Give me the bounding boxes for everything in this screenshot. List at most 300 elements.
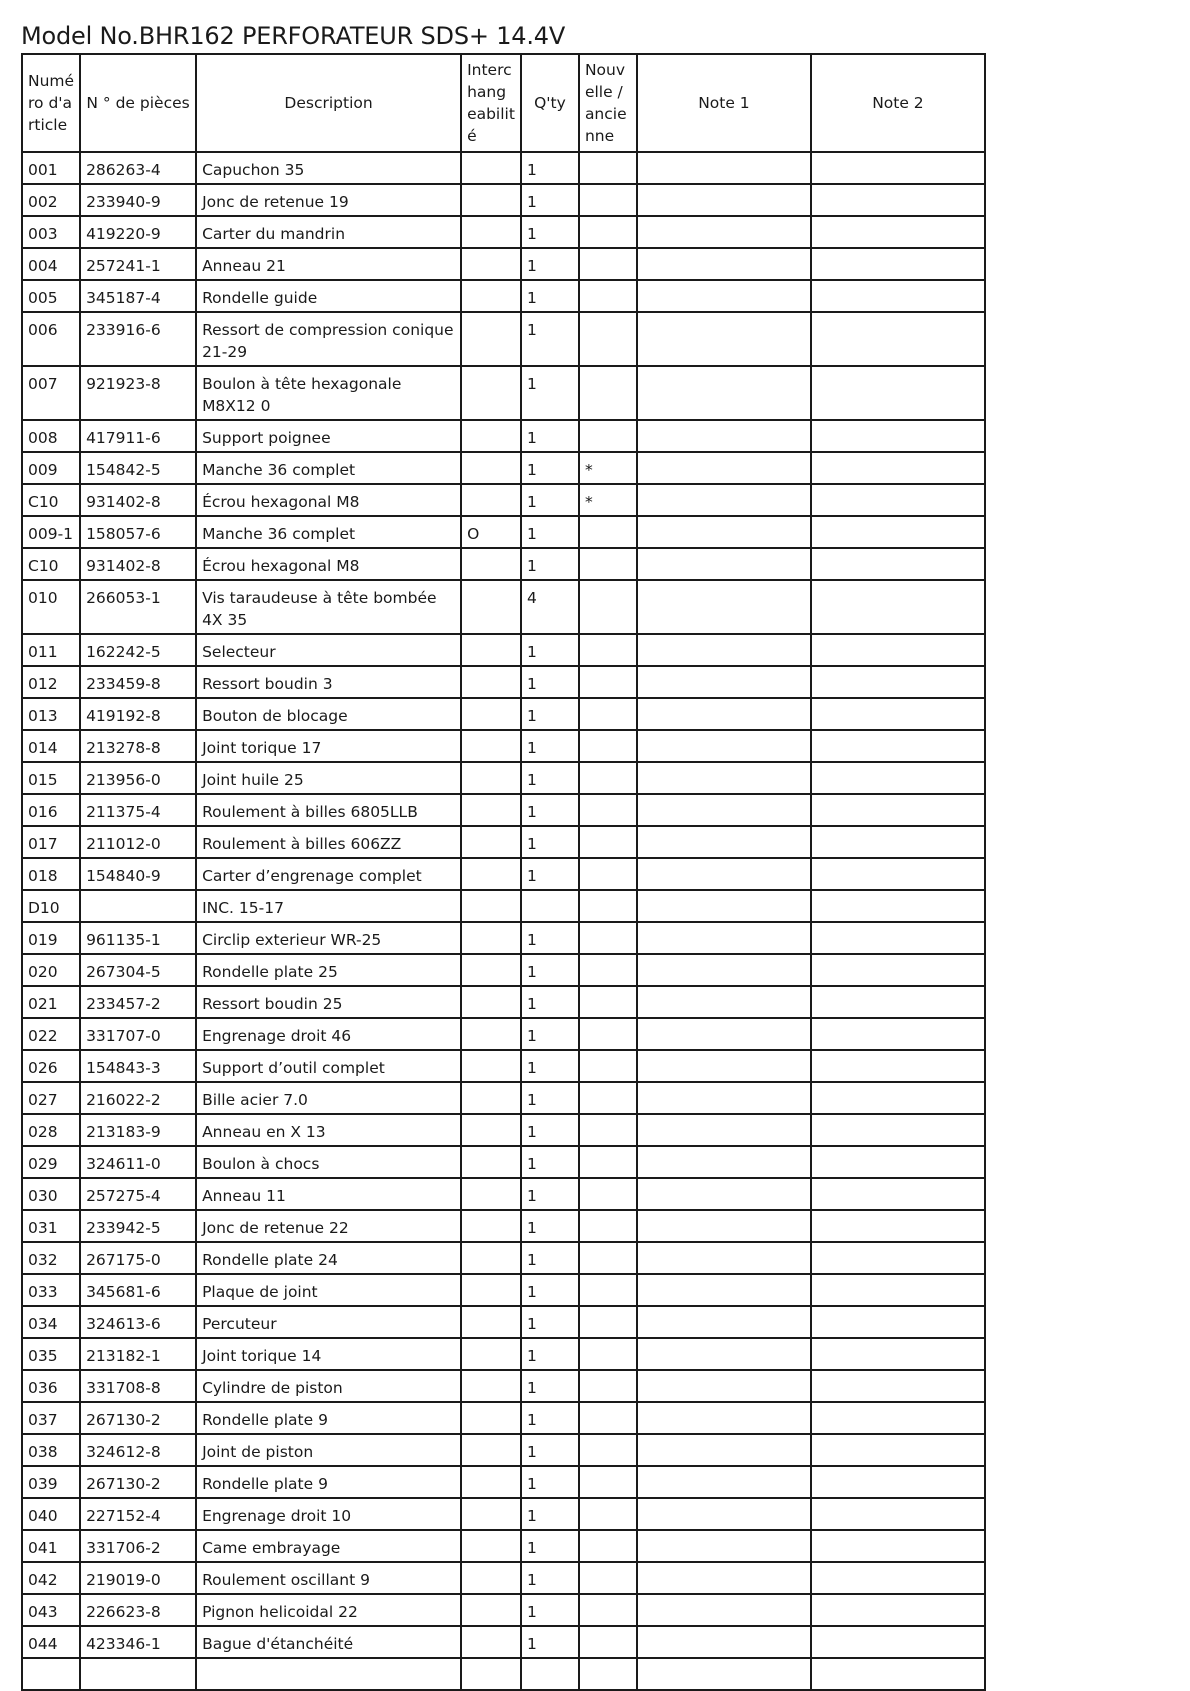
cell-note-1 <box>637 1082 811 1114</box>
cell-new-old <box>579 698 637 730</box>
header-note-2: Note 2 <box>811 54 985 152</box>
cell-note-1 <box>637 1562 811 1594</box>
cell-part-number: 921923-8 <box>80 366 196 420</box>
table-row <box>22 1434 985 1466</box>
cell-quantity: 1 <box>521 666 579 698</box>
cell-quantity: 1 <box>521 216 579 248</box>
cell-description: INC. 15-17 <box>196 890 461 922</box>
cell-part-number: 286263-4 <box>80 152 196 184</box>
cell-interchangeability <box>461 420 521 452</box>
table-row <box>22 922 985 954</box>
cell-new-old <box>579 1562 637 1594</box>
cell-interchangeability <box>461 634 521 666</box>
cell-empty <box>637 1658 811 1690</box>
cell-note-1 <box>637 452 811 484</box>
cell-item-number: 036 <box>22 1370 80 1402</box>
cell-new-old <box>579 280 637 312</box>
cell-quantity: 1 <box>521 1274 579 1306</box>
cell-note-2 <box>811 634 985 666</box>
cell-description: Jonc de retenue 22 <box>196 1210 461 1242</box>
cell-part-number: 227152-4 <box>80 1498 196 1530</box>
cell-item-number: 008 <box>22 420 80 452</box>
table-row <box>22 1178 985 1210</box>
cell-part-number: 211012-0 <box>80 826 196 858</box>
cell-note-1 <box>637 516 811 548</box>
cell-quantity: 1 <box>521 1114 579 1146</box>
cell-note-2 <box>811 248 985 280</box>
cell-note-2 <box>811 1082 985 1114</box>
cell-new-old <box>579 184 637 216</box>
cell-part-number: 931402-8 <box>80 548 196 580</box>
cell-note-2 <box>811 184 985 216</box>
cell-part-number: 213182-1 <box>80 1338 196 1370</box>
cell-quantity: 1 <box>521 730 579 762</box>
table-row <box>22 184 985 216</box>
cell-note-2 <box>811 922 985 954</box>
table-row <box>22 1530 985 1562</box>
cell-note-2 <box>811 1306 985 1338</box>
table-row <box>22 216 985 248</box>
cell-note-2 <box>811 516 985 548</box>
header-item-number <box>22 54 80 152</box>
cell-description: Roulement à billes 606ZZ <box>196 826 461 858</box>
cell-interchangeability <box>461 826 521 858</box>
cell-part-number: 961135-1 <box>80 922 196 954</box>
cell-part-number: 419192-8 <box>80 698 196 730</box>
cell-note-1 <box>637 666 811 698</box>
cell-new-old <box>579 762 637 794</box>
cell-note-1 <box>637 1626 811 1658</box>
cell-description: Pignon helicoidal 22 <box>196 1594 461 1626</box>
cell-item-number: 039 <box>22 1466 80 1498</box>
cell-quantity: 1 <box>521 280 579 312</box>
cell-empty <box>461 1658 521 1690</box>
table-row <box>22 698 985 730</box>
table-row <box>22 1370 985 1402</box>
cell-note-1 <box>637 580 811 634</box>
cell-interchangeability <box>461 452 521 484</box>
cell-new-old <box>579 1242 637 1274</box>
table-row <box>22 1114 985 1146</box>
cell-description: Support d’outil complet <box>196 1050 461 1082</box>
cell-note-2 <box>811 420 985 452</box>
cell-new-old <box>579 858 637 890</box>
parts-table-body <box>22 152 985 1690</box>
header-new-old-label: Nouv elle / ancie nne <box>584 61 627 145</box>
cell-new-old <box>579 1498 637 1530</box>
cell-interchangeability <box>461 890 521 922</box>
cell-note-1 <box>637 248 811 280</box>
table-row <box>22 858 985 890</box>
cell-new-old <box>579 248 637 280</box>
cell-note-2 <box>811 1466 985 1498</box>
cell-note-1 <box>637 1370 811 1402</box>
cell-note-2 <box>811 1338 985 1370</box>
cell-note-1 <box>637 216 811 248</box>
cell-note-2 <box>811 762 985 794</box>
cell-note-2 <box>811 1146 985 1178</box>
cell-item-number: 038 <box>22 1434 80 1466</box>
cell-note-2 <box>811 548 985 580</box>
cell-interchangeability <box>461 1338 521 1370</box>
cell-quantity: 1 <box>521 312 579 366</box>
cell-quantity: 1 <box>521 794 579 826</box>
table-row <box>22 986 985 1018</box>
table-row <box>22 452 985 484</box>
cell-interchangeability <box>461 1626 521 1658</box>
cell-item-number: 021 <box>22 986 80 1018</box>
cell-item-number: 028 <box>22 1114 80 1146</box>
cell-description: Cylindre de piston <box>196 1370 461 1402</box>
cell-item-number: 011 <box>22 634 80 666</box>
cell-quantity: 1 <box>521 1050 579 1082</box>
cell-new-old <box>579 420 637 452</box>
cell-quantity: 1 <box>521 1402 579 1434</box>
table-row <box>22 794 985 826</box>
cell-new-old <box>579 1018 637 1050</box>
cell-interchangeability <box>461 1434 521 1466</box>
cell-description: Écrou hexagonal M8 <box>196 484 461 516</box>
cell-note-2 <box>811 216 985 248</box>
cell-note-2 <box>811 1370 985 1402</box>
cell-description: Support poignee <box>196 420 461 452</box>
cell-interchangeability <box>461 248 521 280</box>
cell-note-1 <box>637 634 811 666</box>
cell-part-number: 219019-0 <box>80 1562 196 1594</box>
cell-note-1 <box>637 1530 811 1562</box>
header-interchangeability-label: Interc hang eabilit é <box>467 61 515 145</box>
table-row <box>22 730 985 762</box>
cell-part-number: 417911-6 <box>80 420 196 452</box>
cell-note-2 <box>811 890 985 922</box>
cell-part-number: 211375-4 <box>80 794 196 826</box>
cell-interchangeability <box>461 1050 521 1082</box>
cell-note-1 <box>637 762 811 794</box>
cell-note-1 <box>637 184 811 216</box>
cell-note-1 <box>637 152 811 184</box>
cell-item-number: 006 <box>22 312 80 366</box>
cell-interchangeability <box>461 152 521 184</box>
cell-note-2 <box>811 1018 985 1050</box>
cell-part-number: 423346-1 <box>80 1626 196 1658</box>
cell-part-number: 267175-0 <box>80 1242 196 1274</box>
cell-note-2 <box>811 1242 985 1274</box>
header-note-1: Note 1 <box>637 54 811 152</box>
table-row-continued <box>22 1658 985 1690</box>
cell-note-2 <box>811 698 985 730</box>
cell-quantity: 4 <box>521 580 579 634</box>
cell-description: Roulement à billes 6805LLB <box>196 794 461 826</box>
cell-item-number: 044 <box>22 1626 80 1658</box>
cell-part-number: 154840-9 <box>80 858 196 890</box>
cell-note-1 <box>637 1242 811 1274</box>
cell-item-number: 019 <box>22 922 80 954</box>
cell-interchangeability <box>461 184 521 216</box>
cell-description: Circlip exterieur WR-25 <box>196 922 461 954</box>
table-row <box>22 954 985 986</box>
cell-interchangeability <box>461 1114 521 1146</box>
cell-description: Rondelle plate 25 <box>196 954 461 986</box>
table-row <box>22 762 985 794</box>
cell-item-number: 029 <box>22 1146 80 1178</box>
cell-part-number <box>80 890 196 922</box>
cell-description: Bague d'étanchéité <box>196 1626 461 1658</box>
cell-description: Boulon à tête hexagonale M8X12 0 <box>196 366 461 420</box>
cell-item-number: 020 <box>22 954 80 986</box>
cell-item-number: 003 <box>22 216 80 248</box>
cell-description: Roulement oscillant 9 <box>196 1562 461 1594</box>
cell-description: Selecteur <box>196 634 461 666</box>
cell-interchangeability <box>461 312 521 366</box>
cell-note-1 <box>637 1018 811 1050</box>
cell-description: Engrenage droit 46 <box>196 1018 461 1050</box>
cell-note-2 <box>811 1178 985 1210</box>
cell-new-old <box>579 366 637 420</box>
cell-new-old <box>579 1306 637 1338</box>
cell-new-old <box>579 1530 637 1562</box>
cell-interchangeability <box>461 580 521 634</box>
cell-item-number: 026 <box>22 1050 80 1082</box>
table-row <box>22 1562 985 1594</box>
cell-empty <box>579 1658 637 1690</box>
cell-new-old <box>579 634 637 666</box>
cell-part-number: 154843-3 <box>80 1050 196 1082</box>
cell-quantity: 1 <box>521 826 579 858</box>
cell-description: Percuteur <box>196 1306 461 1338</box>
cell-empty <box>196 1658 461 1690</box>
cell-note-1 <box>637 366 811 420</box>
table-row <box>22 1498 985 1530</box>
cell-part-number: 233916-6 <box>80 312 196 366</box>
cell-new-old <box>579 1626 637 1658</box>
table-header-row <box>22 54 985 152</box>
cell-new-old <box>579 794 637 826</box>
cell-interchangeability <box>461 1530 521 1562</box>
table-row <box>22 1402 985 1434</box>
cell-new-old <box>579 1434 637 1466</box>
cell-quantity: 1 <box>521 420 579 452</box>
cell-interchangeability <box>461 986 521 1018</box>
cell-interchangeability <box>461 730 521 762</box>
cell-quantity: 1 <box>521 548 579 580</box>
cell-part-number: 158057-6 <box>80 516 196 548</box>
cell-interchangeability <box>461 1210 521 1242</box>
cell-item-number: 007 <box>22 366 80 420</box>
cell-item-number: C10 <box>22 484 80 516</box>
cell-quantity: 1 <box>521 1242 579 1274</box>
header-quantity: Q'ty <box>521 54 579 152</box>
cell-note-1 <box>637 1146 811 1178</box>
table-row <box>22 1050 985 1082</box>
cell-description: Plaque de joint <box>196 1274 461 1306</box>
cell-description: Joint torique 17 <box>196 730 461 762</box>
cell-quantity: 1 <box>521 1018 579 1050</box>
cell-note-2 <box>811 280 985 312</box>
table-row <box>22 1018 985 1050</box>
cell-description: Jonc de retenue 19 <box>196 184 461 216</box>
header-item-number-label: Numé ro d'a rticle <box>28 72 75 134</box>
cell-note-1 <box>637 954 811 986</box>
cell-new-old <box>579 666 637 698</box>
cell-note-1 <box>637 986 811 1018</box>
cell-item-number: 014 <box>22 730 80 762</box>
cell-description: Rondelle plate 24 <box>196 1242 461 1274</box>
cell-note-2 <box>811 312 985 366</box>
table-row <box>22 152 985 184</box>
cell-quantity: 1 <box>521 858 579 890</box>
cell-interchangeability <box>461 922 521 954</box>
header-new-old <box>579 54 637 152</box>
table-row <box>22 280 985 312</box>
table-row <box>22 1626 985 1658</box>
cell-interchangeability <box>461 280 521 312</box>
cell-note-2 <box>811 152 985 184</box>
cell-description: Rondelle plate 9 <box>196 1466 461 1498</box>
cell-quantity: 1 <box>521 634 579 666</box>
table-row <box>22 248 985 280</box>
cell-note-2 <box>811 858 985 890</box>
cell-interchangeability <box>461 1306 521 1338</box>
cell-quantity: 1 <box>521 922 579 954</box>
cell-note-1 <box>637 1178 811 1210</box>
cell-item-number: 013 <box>22 698 80 730</box>
cell-quantity: 1 <box>521 1562 579 1594</box>
cell-item-number: 010 <box>22 580 80 634</box>
cell-new-old <box>579 1210 637 1242</box>
cell-description: Anneau 11 <box>196 1178 461 1210</box>
cell-item-number: 002 <box>22 184 80 216</box>
cell-interchangeability <box>461 1146 521 1178</box>
cell-item-number: 034 <box>22 1306 80 1338</box>
cell-part-number: 162242-5 <box>80 634 196 666</box>
cell-interchangeability <box>461 1082 521 1114</box>
cell-part-number: 419220-9 <box>80 216 196 248</box>
cell-part-number: 324611-0 <box>80 1146 196 1178</box>
cell-note-1 <box>637 484 811 516</box>
cell-quantity: 1 <box>521 1146 579 1178</box>
cell-empty <box>80 1658 196 1690</box>
cell-note-2 <box>811 484 985 516</box>
cell-description: Joint torique 14 <box>196 1338 461 1370</box>
cell-interchangeability <box>461 794 521 826</box>
cell-quantity: 1 <box>521 986 579 1018</box>
cell-note-2 <box>811 986 985 1018</box>
cell-item-number: 004 <box>22 248 80 280</box>
cell-interchangeability <box>461 1242 521 1274</box>
cell-part-number: 233459-8 <box>80 666 196 698</box>
cell-item-number: 035 <box>22 1338 80 1370</box>
cell-item-number: 043 <box>22 1594 80 1626</box>
cell-description: Carter du mandrin <box>196 216 461 248</box>
cell-description: Rondelle guide <box>196 280 461 312</box>
cell-quantity: 1 <box>521 1178 579 1210</box>
cell-note-1 <box>637 698 811 730</box>
cell-note-1 <box>637 1402 811 1434</box>
cell-note-2 <box>811 1626 985 1658</box>
cell-new-old <box>579 986 637 1018</box>
cell-note-1 <box>637 1594 811 1626</box>
cell-interchangeability <box>461 216 521 248</box>
cell-note-2 <box>811 1594 985 1626</box>
cell-description: Ressort boudin 25 <box>196 986 461 1018</box>
cell-part-number: 213183-9 <box>80 1114 196 1146</box>
cell-interchangeability <box>461 1594 521 1626</box>
cell-note-2 <box>811 1402 985 1434</box>
cell-quantity: 1 <box>521 484 579 516</box>
cell-description: Manche 36 complet <box>196 452 461 484</box>
cell-new-old <box>579 954 637 986</box>
cell-item-number: 032 <box>22 1242 80 1274</box>
cell-quantity <box>521 890 579 922</box>
cell-item-number: 030 <box>22 1178 80 1210</box>
cell-quantity: 1 <box>521 1338 579 1370</box>
cell-quantity: 1 <box>521 762 579 794</box>
table-row <box>22 1466 985 1498</box>
cell-part-number: 213278-8 <box>80 730 196 762</box>
cell-item-number: 033 <box>22 1274 80 1306</box>
cell-note-2 <box>811 730 985 762</box>
cell-part-number: 216022-2 <box>80 1082 196 1114</box>
cell-note-1 <box>637 1114 811 1146</box>
cell-note-1 <box>637 858 811 890</box>
cell-note-2 <box>811 1210 985 1242</box>
cell-item-number: 017 <box>22 826 80 858</box>
cell-description: Vis taraudeuse à tête bombée 4X 35 <box>196 580 461 634</box>
cell-note-1 <box>637 1210 811 1242</box>
cell-description: Manche 36 complet <box>196 516 461 548</box>
cell-note-2 <box>811 826 985 858</box>
cell-note-2 <box>811 1050 985 1082</box>
cell-new-old: * <box>579 484 637 516</box>
cell-interchangeability: O <box>461 516 521 548</box>
cell-interchangeability <box>461 366 521 420</box>
cell-part-number: 233942-5 <box>80 1210 196 1242</box>
cell-note-2 <box>811 1562 985 1594</box>
cell-part-number: 226623-8 <box>80 1594 196 1626</box>
cell-item-number: 015 <box>22 762 80 794</box>
cell-empty <box>22 1658 80 1690</box>
cell-part-number: 267130-2 <box>80 1402 196 1434</box>
cell-new-old <box>579 1402 637 1434</box>
cell-interchangeability <box>461 1402 521 1434</box>
cell-item-number: 012 <box>22 666 80 698</box>
cell-new-old <box>579 826 637 858</box>
cell-quantity: 1 <box>521 698 579 730</box>
table-row <box>22 1338 985 1370</box>
cell-item-number: 016 <box>22 794 80 826</box>
cell-note-2 <box>811 1530 985 1562</box>
cell-new-old <box>579 1466 637 1498</box>
cell-new-old <box>579 548 637 580</box>
table-row <box>22 666 985 698</box>
cell-part-number: 345187-4 <box>80 280 196 312</box>
cell-quantity: 1 <box>521 184 579 216</box>
cell-description: Anneau 21 <box>196 248 461 280</box>
cell-interchangeability <box>461 762 521 794</box>
table-row <box>22 516 985 548</box>
cell-description: Ressort boudin 3 <box>196 666 461 698</box>
cell-quantity: 1 <box>521 954 579 986</box>
cell-description: Rondelle plate 9 <box>196 1402 461 1434</box>
cell-new-old <box>579 580 637 634</box>
cell-quantity: 1 <box>521 516 579 548</box>
cell-quantity: 1 <box>521 1370 579 1402</box>
cell-note-1 <box>637 1338 811 1370</box>
cell-quantity: 1 <box>521 452 579 484</box>
cell-description: Ressort de compression conique 21-29 <box>196 312 461 366</box>
cell-item-number: 040 <box>22 1498 80 1530</box>
cell-part-number: 324613-6 <box>80 1306 196 1338</box>
